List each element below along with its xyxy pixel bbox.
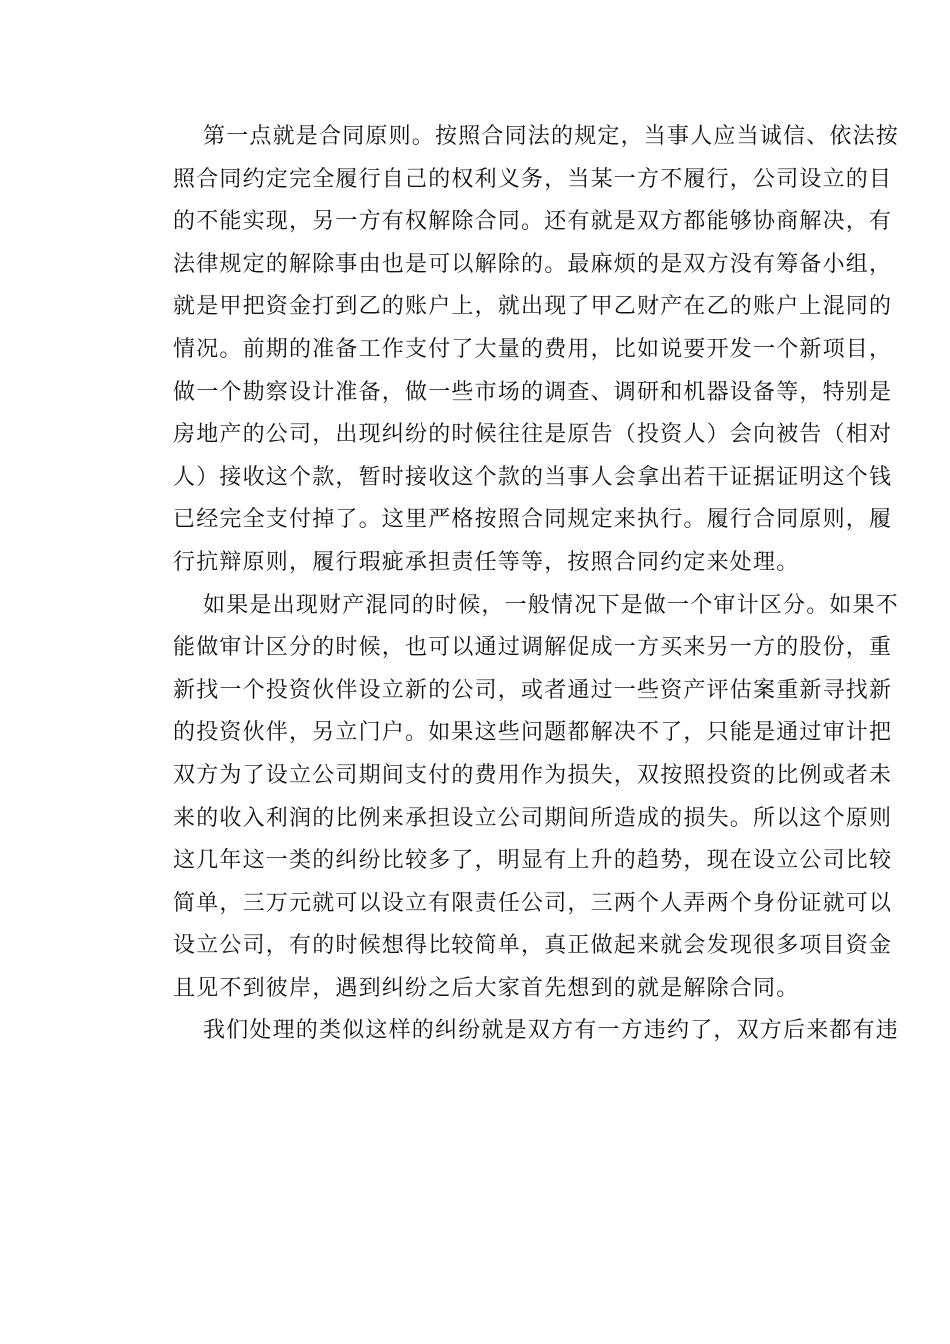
text-line: 双方为了设立公司期间支付的费用作为损失，双按照投资的比例或者未 <box>173 762 893 788</box>
text-line: 这几年这一类的纠纷比较多了，明显有上升的趋势，现在设立公司比较 <box>173 848 893 874</box>
text-line: 且见不到彼岸，遇到纠纷之后大家首先想到的就是解除合同。 <box>173 975 800 1001</box>
text-line: 能做审计区分的时候，也可以通过调解促成一方买来另一方的股份，重 <box>173 635 893 661</box>
text-line: 情况。前期的准备工作支付了大量的费用，比如说要开发一个新项目， <box>173 336 893 362</box>
text-line: 的投资伙伴，另立门户。如果这些问题都解决不了，只能是通过审计把 <box>173 720 893 746</box>
text-line: 做一个勘察设计准备，做一些市场的调查、调研和机器设备等，特别是 <box>173 379 893 405</box>
text-line: 来的收入利润的比例来承担设立公司期间所造成的损失。所以这个原则 <box>173 805 893 831</box>
text-line: 行抗辩原则，履行瑕疵承担责任等等，按照合同约定来处理。 <box>173 549 800 575</box>
text-line: 简单，三万元就可以设立有限责任公司，三两个人弄两个身份证就可以 <box>173 890 893 916</box>
text-line: 新找一个投资伙伴设立新的公司，或者通过一些资产评估案重新寻找新 <box>173 677 893 703</box>
text-line: 房地产的公司，出现纠纷的时候往往是原告（投资人）会向被告（相对 <box>173 422 893 448</box>
text-line: 的不能实现，另一方有权解除合同。还有就是双方都能够协商解决，有 <box>173 209 893 235</box>
text-line: 第一点就是合同原则。按照合同法的规定，当事人应当诚信、依法按 <box>203 124 900 149</box>
paragraph-2 <box>143 585 900 1011</box>
document-body <box>143 116 900 1053</box>
text-line: 就是甲把资金打到乙的账户上，就出现了甲乙财产在乙的账户上混同的 <box>173 294 893 320</box>
text-line: 如果是出现财产混同的时候，一般情况下是做一个审计区分。如果不 <box>203 592 900 618</box>
text-line: 人）接收这个款，暂时接收这个款的当事人会拿出若干证据证明这个钱 <box>173 464 893 490</box>
text-line: 我们处理的类似这样的纠纷就是双方有一方违约了，双方后来都有违 <box>203 1018 900 1044</box>
paragraph-3 <box>143 1010 900 1053</box>
text-line: 照合同约定完全履行自己的权利义务，当某一方不履行，公司设立的目 <box>173 166 893 192</box>
text-line: 设立公司，有的时候想得比较简单，真正做起来就会发现很多项目资金 <box>173 933 893 959</box>
text-line: 已经完全支付掉了。这里严格按照合同规定来执行。履行合同原则，履 <box>173 507 893 533</box>
text-line: 法律规定的解除事由也是可以解除的。最麻烦的是双方没有筹备小组， <box>173 251 893 277</box>
paragraph-1 <box>143 116 900 585</box>
